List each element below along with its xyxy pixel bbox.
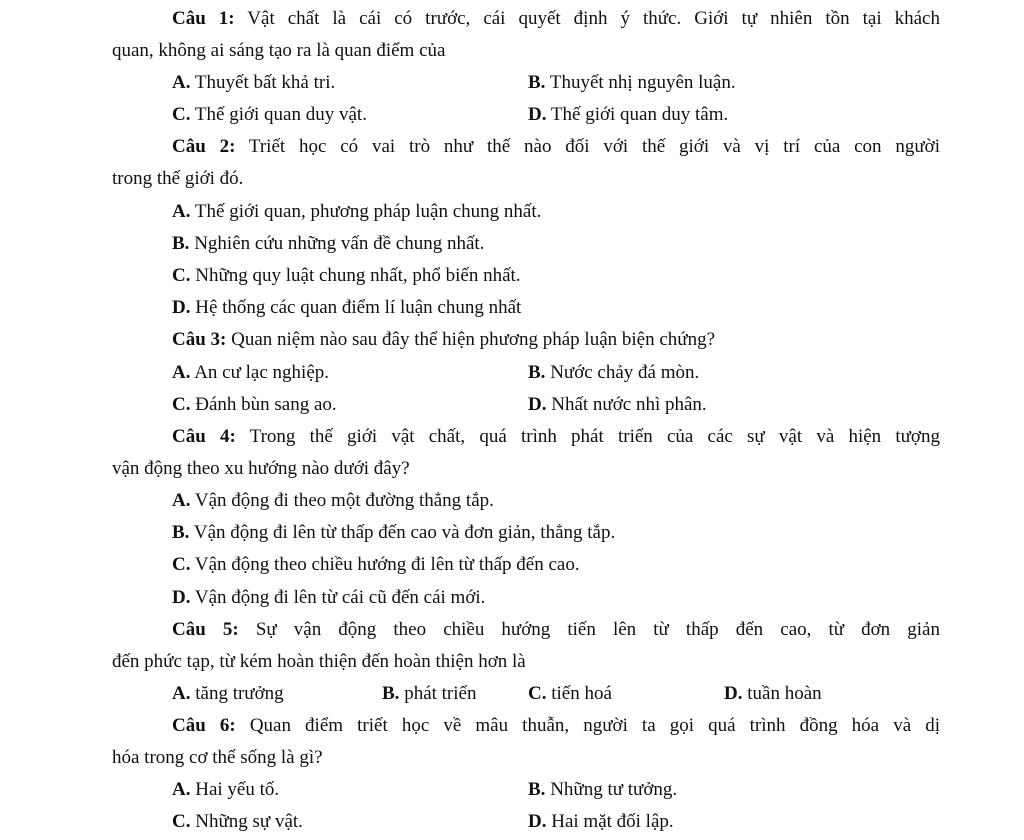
option-d: D. Hệ thống các quan điểm lí luận chung nhất (172, 297, 522, 318)
option-a: A. tăng trưởng (172, 683, 284, 704)
option-a: A. Thế giới quan, phương pháp luận chung nhất. (172, 201, 542, 222)
question-6-stem (172, 710, 940, 742)
question-1-line-2 (0, 35, 1024, 67)
question-text-continued: trong thế giới đó. (112, 168, 244, 189)
question-2-option-a (0, 196, 1024, 228)
question-3-options-row-1 (0, 357, 1024, 389)
option-a: A. Hai yếu tố. (172, 779, 280, 800)
question-text-continued: vận động theo xu hướng nào dưới đây? (112, 458, 410, 479)
question-label: Câu 2: (172, 136, 236, 157)
option-c: C. Thế giới quan duy vật. (172, 104, 367, 125)
question-6-options-row-2 (0, 806, 1024, 838)
option-c: C. Đánh bùn sang ao. (172, 394, 337, 415)
option-b: B. Nghiên cứu những vấn đề chung nhất. (172, 233, 485, 254)
question-6-options-row-1 (0, 774, 1024, 806)
option-d: D. Thế giới quan duy tâm. (528, 104, 729, 125)
question-label: Câu 5: (172, 619, 239, 640)
question-4-stem (172, 421, 940, 453)
question-4-option-c (0, 549, 1024, 581)
question-2-line-1 (0, 131, 1024, 163)
question-5-stem (172, 614, 940, 646)
option-b: B. Những tư tưởng. (528, 779, 678, 800)
question-6-line-1 (0, 710, 1024, 742)
question-text: Quan niệm nào sau đây thể hiện phương pháp luận biện chứng? (231, 329, 716, 350)
option-b: B. phát triển (382, 683, 477, 704)
question-text: Vật chất là cái có trước, cái quyết định ý thức. Giới tự nhiên tồn tại khách (247, 8, 940, 29)
option-d: D. Vận động đi lên từ cái cũ đến cái mới. (172, 587, 486, 608)
question-4-line-2 (0, 453, 1024, 485)
question-1-stem (172, 3, 940, 35)
option-d: D. tuần hoàn (724, 683, 822, 704)
question-3-stem (172, 324, 715, 356)
option-c: C. Những quy luật chung nhất, phổ biến nhất. (172, 265, 521, 286)
question-5-line-1 (0, 614, 1024, 646)
question-text-continued: quan, không ai sáng tạo ra là quan điểm của (112, 40, 446, 61)
option-c: C. tiến hoá (528, 683, 612, 704)
option-c: C. Vận động theo chiều hướng đi lên từ thấp đến cao. (172, 554, 580, 575)
question-4-option-b (0, 517, 1024, 549)
question-2-option-c (0, 260, 1024, 292)
question-2-line-2 (0, 163, 1024, 195)
option-d: D. Nhất nước nhì phân. (528, 394, 707, 415)
question-3-options-row-2 (0, 389, 1024, 421)
question-1-options-row-1 (0, 67, 1024, 99)
question-2-stem (172, 131, 940, 163)
question-1-options-row-2 (0, 99, 1024, 131)
question-text: Triết học có vai trò như thế nào đối với thế giới và vị trí của con người (248, 136, 940, 157)
question-text-continued: đến phức tạp, từ kém hoàn thiện đến hoàn thiện hơn là (112, 651, 526, 672)
option-b: B. Thuyết nhị nguyên luận. (528, 72, 736, 93)
question-5-line-2 (0, 646, 1024, 678)
question-5-options-row (0, 678, 1024, 710)
question-label: Câu 3: (172, 329, 227, 350)
question-3-line-1 (0, 324, 1024, 356)
question-2-option-b (0, 228, 1024, 260)
question-label: Câu 1: (172, 8, 235, 29)
question-1-line-1 (0, 3, 1024, 35)
option-c: C. Những sự vật. (172, 811, 303, 832)
question-4-line-1 (0, 421, 1024, 453)
question-text: Sự vận động theo chiều hướng tiến lên từ thấp đến cao, từ đơn giản (255, 619, 940, 640)
question-text: Quan điểm triết học về mâu thuẫn, người ta gọi quá trình đồng hóa và dị (249, 715, 941, 736)
option-b: B. Vận động đi lên từ thấp đến cao và đơn giản, thẳng tắp. (172, 522, 616, 543)
question-text: Trong thế giới vật chất, quá trình phát triển của các sự vật và hiện tượng (249, 426, 940, 447)
option-a: A. Thuyết bất khả tri. (172, 72, 336, 93)
question-4-option-a (0, 485, 1024, 517)
question-4-option-d (0, 582, 1024, 614)
option-a: A. Vận động đi theo một đường thẳng tắp. (172, 490, 494, 511)
question-6-line-2 (0, 742, 1024, 774)
option-b: B. Nước chảy đá mòn. (528, 362, 700, 383)
question-2-option-d (0, 292, 1024, 324)
question-label: Câu 6: (172, 715, 236, 736)
question-label: Câu 4: (172, 426, 236, 447)
question-text-continued: hóa trong cơ thể sống là gì? (112, 747, 323, 768)
option-a: A. An cư lạc nghiệp. (172, 362, 329, 383)
option-d: D. Hai mặt đối lập. (528, 811, 674, 832)
